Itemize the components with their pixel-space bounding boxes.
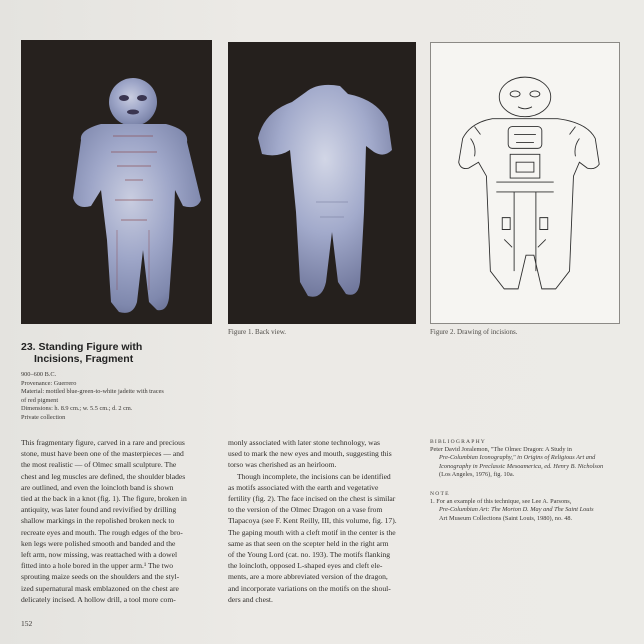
- bibliography-line: Peter David Joralemon, "The Olmec Dragon: A Study in: [430, 446, 572, 453]
- notes-heading: NOTE: [430, 491, 450, 497]
- body-line: the loincloth, opposed L-shaped eyes and cleft ele-: [228, 561, 383, 571]
- entry-title: [21, 341, 142, 365]
- body-line: left arm, now missing, was reattached with a dowel: [21, 550, 178, 560]
- body-line: ments, are a more abbreviated version of the dragon,: [228, 572, 388, 582]
- note-line: Art Museum Collections (Saint Louis, 1980), no. 48.: [439, 514, 573, 522]
- note-line: Pre-Columbian Art: The Morton D. May and The Saint Louis: [439, 506, 594, 514]
- body-line: ders and chest.: [228, 594, 273, 604]
- body-line: Tlapacoya (see F. Kent Reilly, III, this volume, fig. 17).: [228, 516, 397, 526]
- bibliography-line: Iconography in Preclassic Mesoamerica, ed. Henry B. Nicholson: [439, 462, 604, 470]
- body-line: chest and leg muscles are defined, the shoulder blades: [21, 471, 186, 481]
- page-number: 152: [21, 619, 33, 628]
- date-line: 900–600 B.C.: [21, 371, 57, 378]
- figure-front-photo: [21, 40, 212, 324]
- incision-drawing: [430, 42, 620, 324]
- body-line: are outlined, and even the loincloth band is shown: [21, 482, 174, 492]
- dimensions-line: Dimensions: h. 8.9 cm.; w. 5.5 cm.; d. 2 cm.: [21, 405, 133, 413]
- figure-2-caption: Figure 2. Drawing of incisions.: [430, 328, 518, 336]
- body-column-1: [21, 437, 215, 605]
- body-line: Though incomplete, the incisions can be identified: [237, 471, 391, 481]
- note-line: 1. For an example of this technique, see Lee A. Parsons,: [430, 498, 572, 505]
- body-line: This fragmentary figure, carved in a rare and precious: [21, 438, 185, 447]
- entry-metadata: [21, 371, 221, 423]
- body-line: shallow markings in the repolished broken neck to: [21, 516, 175, 526]
- material-line-cont: of red pigment: [21, 396, 59, 404]
- body-line: delicately incised. A hollow drill, a tool more com-: [21, 594, 176, 604]
- notes-entry: [430, 498, 630, 523]
- body-line: recreate eyes and mouth. The rough edges of the bro-: [21, 527, 183, 537]
- body-line: antiquity, was later found and revivified by drilling: [21, 505, 177, 515]
- body-line: stone, must have been one of the masterpieces — and: [21, 449, 184, 459]
- bibliography-line: (Los Angeles, 1976), fig. 10a.: [439, 471, 515, 479]
- bibliography-line: Pre-Columbian Iconography," in Origins of Religious Art and: [439, 454, 596, 462]
- body-line: fertility (fig. 2). The face incised on the chest is similar: [228, 494, 396, 504]
- body-column-2: [228, 437, 418, 605]
- body-line: fitted into a hole bored in the upper arm.¹ The two: [21, 561, 174, 571]
- body-line: sprouting maize seeds on the shoulders and the styl-: [21, 572, 180, 582]
- material-line: Material: mottled blue-green-to-white jadeite with traces: [21, 388, 164, 396]
- body-line: same as that seen on the scepter held in the right arm: [228, 538, 389, 548]
- jade-figure-back-image: [228, 42, 416, 324]
- body-line: The gaping mouth with a cleft motif in the center is the: [228, 527, 396, 537]
- body-line: of the Young Lord (cat. no. 193). The motifs flanking: [228, 550, 391, 560]
- provenance-line: Provenance: Guerrero: [21, 379, 77, 387]
- body-line: tied at the back in a knot (fig. 1). The figure, broken in: [21, 494, 187, 504]
- body-line: to the version of the Olmec Dragon on a vase from: [228, 505, 383, 515]
- body-line: torso was cherished as an heirloom.: [228, 460, 337, 470]
- body-line: ized supernatural mask emblazoned on the chest are: [21, 583, 179, 593]
- body-line: ken legs were polished smooth and banded and the: [21, 538, 176, 548]
- bibliography-entry: [430, 446, 630, 480]
- bibliography-heading: BIBLIOGRAPHY: [430, 439, 487, 445]
- figure-back-photo: [228, 42, 416, 324]
- body-line: monly associated with later stone technology, was: [228, 438, 380, 447]
- body-line: as motifs associated with the earth and vegetative: [228, 482, 379, 492]
- body-line: the most realistic — of Olmec small sculpture. The: [21, 460, 177, 470]
- incision-line-drawing: [431, 43, 619, 323]
- figure-1-caption: Figure 1. Back view.: [228, 328, 287, 336]
- collection-line: Private collection: [21, 413, 66, 421]
- jade-figure-front-image: [21, 40, 212, 324]
- body-line: and incorporate variations on the motifs on the shoul-: [228, 583, 391, 593]
- entry-title-line-1: 23. Standing Figure with: [21, 341, 143, 353]
- body-line: used to mark the new eyes and mouth, suggesting this: [228, 449, 392, 459]
- entry-title-line-2: Incisions, Fragment: [34, 353, 134, 365]
